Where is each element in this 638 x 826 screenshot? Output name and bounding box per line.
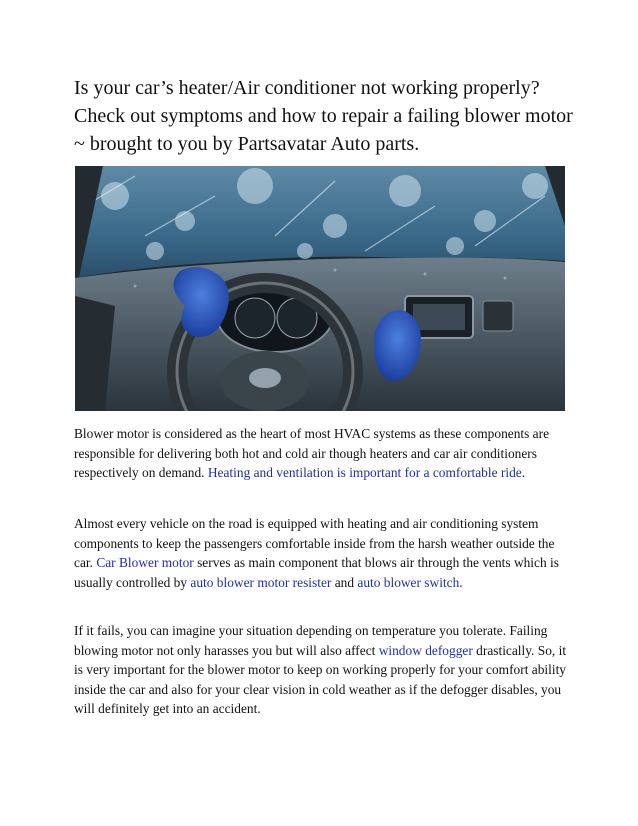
text-run: . [459, 574, 463, 590]
text-run: If it fails, you can imagine your situation depending on temperature you tolerate. Failing blowing motor not only harasses you but will also affect [74, 623, 548, 658]
link-window-defogger[interactable]: window defogger [378, 642, 473, 658]
link-heating-ventilation[interactable]: Heating and ventilation is important for a comfortable ride [207, 465, 522, 481]
text-run: . [521, 465, 526, 481]
hero-image [75, 166, 565, 411]
text-run: Blower motor is considered as the heart of most HVAC systems as these components are responsible for delivering both hot and cold air though heaters and car air conditioners respectively on demand. [74, 426, 550, 481]
article-title: Is your car’s heater/Air conditioner not working properly? Check out symptoms and how to repair a failing blower motor ~ brought to you by Partsavatar Auto parts. [74, 77, 573, 155]
link-blower-motor-resister[interactable]: auto blower motor resister [190, 574, 332, 590]
link-blower-switch[interactable]: auto blower switch [357, 574, 460, 590]
text-run: Almost every vehicle on the road is equipped with heating and air conditioning system components to keep the passengers comfortable inside from the harsh weather outside the car. [74, 516, 555, 571]
text-run: and [331, 574, 358, 590]
frozen-windshield-illustration [75, 166, 565, 411]
paragraph-intro [74, 424, 574, 483]
paragraph-equipment [74, 514, 574, 592]
paragraph-failure [74, 621, 574, 719]
text-run: drastically. So, it is very important for the blower motor to keep on working properly for your comfort ability inside the car and also for your clear vision in cold weather as if the defogger disables, you will definitely get into an accident. [74, 642, 567, 717]
link-car-blower-motor[interactable]: Car Blower motor [96, 555, 194, 571]
text-run: serves as main component that blows air through the vents which is usually controlled by [74, 555, 559, 590]
